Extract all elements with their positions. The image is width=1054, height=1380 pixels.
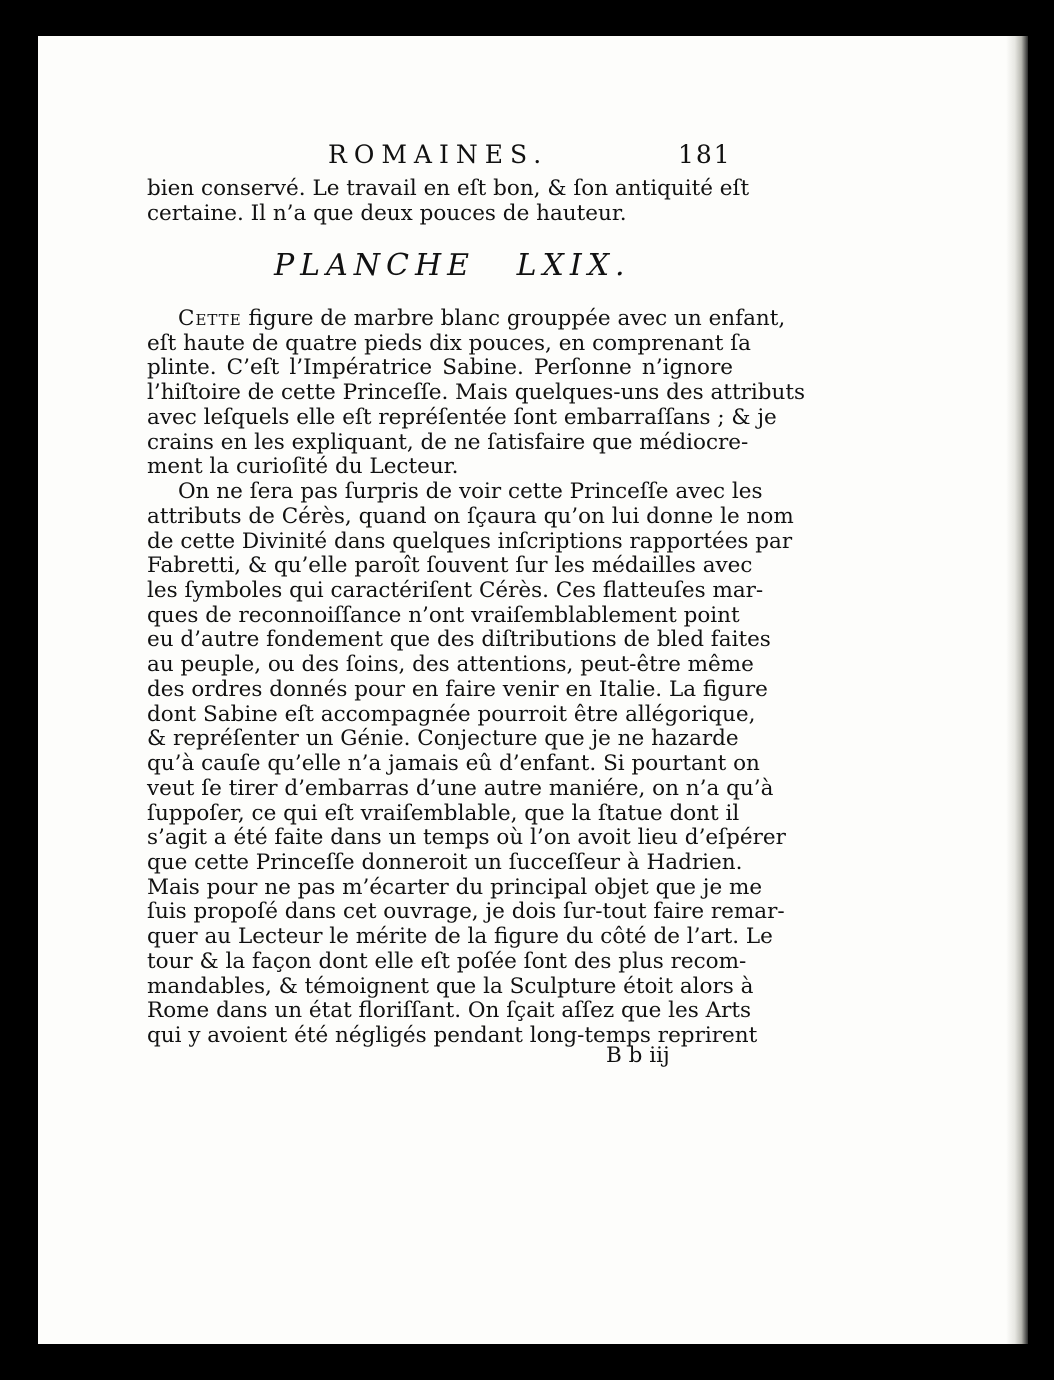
text-line: de cette Divinité dans quelques inſcriptions rapportées par xyxy=(147,529,793,554)
plate-title: PLANCHE LXIX. xyxy=(274,248,631,283)
text-line: les ſymboles qui caractériſent Cérès. Ces flatteuſes mar- xyxy=(147,578,764,603)
text-line: mandables, & témoignent que la Sculpture étoit alors à xyxy=(147,974,754,999)
text-line: plinte. C’eſt l’Impératrice Sabine. Perſonne n’ignore xyxy=(147,355,733,380)
first-line-rest: figure de marbre blanc grouppée avec un enfant, xyxy=(241,306,786,331)
text-line: Fabretti, & qu’elle paroît ſouvent ſur les médailles avec xyxy=(147,553,753,578)
text-line: & repréſenter un Génie. Conjecture que je ne hazarde xyxy=(147,726,739,751)
page-edge xyxy=(1006,36,1028,1344)
text-line: attributs de Cérès, quand on ſçaura qu’on lui donne le nom xyxy=(147,504,794,529)
text-line: Mais pour ne pas m’écarter du principal objet que je me xyxy=(147,875,763,900)
text-line: eſt haute de quatre pieds dix pouces, en comprenant ſa xyxy=(147,331,752,356)
lead-word: Cette xyxy=(178,306,242,331)
text-line: Rome dans un état floriſſant. On ſçait aſſez que les Arts xyxy=(147,998,752,1023)
page-number: 181 xyxy=(678,140,732,169)
text-line: des ordres donnés pour en faire venir en Italie. La figure xyxy=(147,677,768,702)
book-page xyxy=(38,36,1028,1344)
text-line: quer au Lecteur le mérite de la figure du côté de l’art. Le xyxy=(147,924,773,949)
text-line: au peuple, ou des ſoins, des attentions, peut-être même xyxy=(147,652,754,677)
text-line: eu d’autre fondement que des diſtributions de bled faites xyxy=(147,627,771,652)
text-line: avec leſquels elle eſt repréſentée ſont embarraſſans ; & je xyxy=(147,405,777,430)
text-line: ſuppoſer, ce qui eſt vraiſemblable, que la ſtatue dont il xyxy=(147,801,740,826)
text-line: ques de reconnoiſſance n’ont vraiſemblablement point xyxy=(147,603,740,628)
text-line: s’agit a été faite dans un temps où l’on avoit lieu d’eſpérer xyxy=(147,825,786,850)
paragraph-first-line: On ne ſera pas ſurpris de voir cette Princeſſe avec les xyxy=(178,479,763,504)
paragraph-first-line xyxy=(178,306,786,331)
text-line: tour & la façon dont elle eſt poſée ſont des plus recom- xyxy=(147,949,747,974)
text-line: ſuis propoſé dans cet ouvrage, je dois ſur-tout faire remar- xyxy=(147,899,785,924)
text-line: l’hiſtoire de cette Princeſſe. Mais quelques-uns des attributs xyxy=(147,380,806,405)
text-line: bien conservé. Le travail en eſt bon, & ſon antiquité eſt xyxy=(147,176,750,201)
text-line: crains en les expliquant, de ne ſatisfaire que médiocre- xyxy=(147,430,749,455)
text-line: ment la curioſité du Lecteur. xyxy=(147,454,459,479)
text-line: qu’à cauſe qu’elle n’a jamais eû d’enfant. Si pourtant on xyxy=(147,751,760,776)
running-title: ROMAINES. xyxy=(328,140,549,169)
text-line: que cette Princeſſe donneroit un ſucceſſeur à Hadrien. xyxy=(147,850,743,875)
text-line: qui y avoient été négligés pendant long-temps reprirent xyxy=(147,1023,758,1048)
text-line: certaine. Il n’a que deux pouces de hauteur. xyxy=(147,201,627,226)
signature-mark: B b iij xyxy=(606,1043,670,1068)
text-line: dont Sabine eſt accompagnée pourroit être allégorique, xyxy=(147,702,756,727)
text-line: veut ſe tirer d’embarras d’une autre maniére, on n’a qu’à xyxy=(147,776,774,801)
